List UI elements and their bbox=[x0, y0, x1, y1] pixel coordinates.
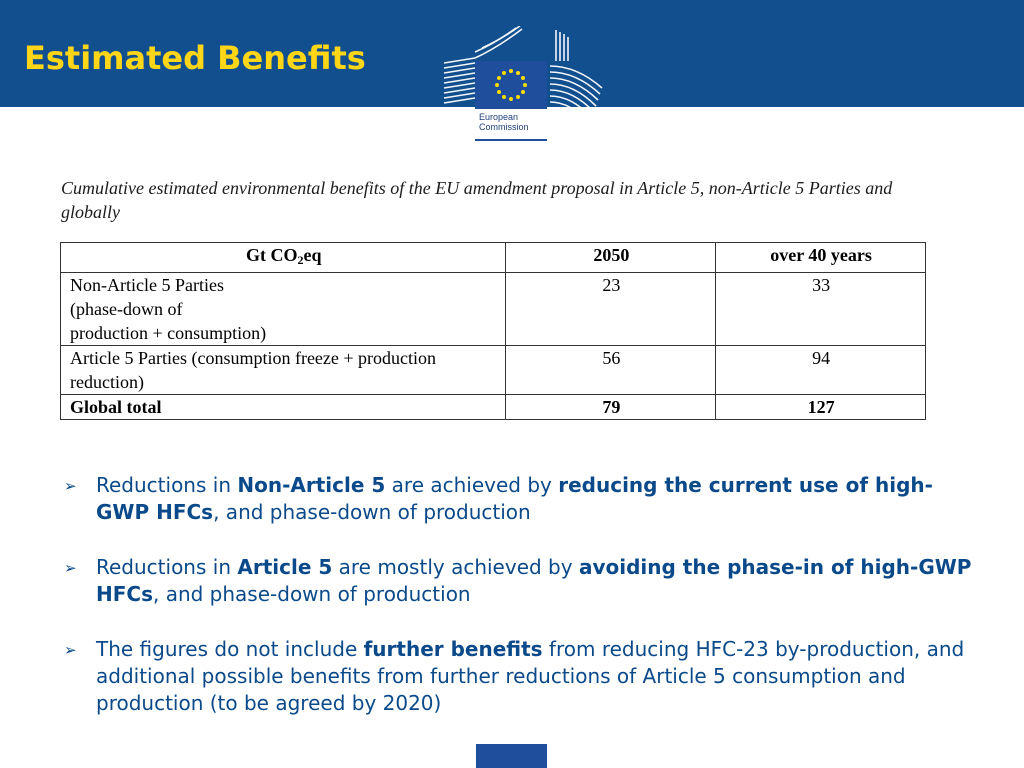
logo-label-line1: European bbox=[479, 112, 519, 122]
table-row-total bbox=[61, 395, 926, 420]
bullet-item: ➢ Reductions in Non-Article 5 are achieved by reducing the current use of high-GWP HFCs, and phase-down of production bbox=[64, 473, 933, 524]
header-2050: 2050 bbox=[506, 243, 716, 273]
eu-flag bbox=[475, 61, 547, 109]
header-unit: Gt $CO_2eq$ bbox=[61, 243, 506, 273]
value-40-years: 127 bbox=[716, 395, 926, 420]
arrow-bullet-icon: ➢ bbox=[64, 559, 77, 577]
header-40-years: over 40 years bbox=[716, 243, 926, 273]
logo-underline bbox=[475, 139, 547, 141]
row-label: Global total bbox=[61, 395, 506, 420]
bullet-item: ➢ The figures do not include further benefits from reducing HFC-23 by-production, and additional possible benefits from further reductions of Article 5 consumption and production (to be agreed by 2020) bbox=[64, 637, 965, 715]
arrow-bullet-icon: ➢ bbox=[64, 477, 77, 495]
logo-label-line2: Commission bbox=[479, 122, 529, 132]
bullet-list bbox=[62, 472, 972, 745]
row-label: Non-Article 5 Parties (phase-down of production + consumption) bbox=[61, 273, 506, 346]
eu-stars-icon bbox=[475, 61, 547, 109]
table-row bbox=[61, 273, 926, 346]
footer-eu-flag bbox=[476, 744, 547, 768]
benefits-table bbox=[60, 242, 926, 420]
table-header-row bbox=[61, 243, 926, 273]
table-row bbox=[61, 346, 926, 395]
value-40-years: 94 bbox=[716, 346, 926, 395]
arrow-bullet-icon: ➢ bbox=[64, 641, 77, 659]
page-title: Estimated Benefits bbox=[24, 39, 366, 77]
row-label: Article 5 Parties (consumption freeze + production reduction) bbox=[61, 346, 506, 395]
value-2050: 56 bbox=[506, 346, 716, 395]
table-caption: Cumulative estimated environmental benefits of the EU amendment proposal in Article 5, non-Article 5 Parties and globally bbox=[61, 178, 893, 222]
logo-label bbox=[479, 112, 529, 132]
bullet-item: ➢ Reductions in Article 5 are mostly achieved by avoiding the phase-in of high-GWP HFCs, and phase-down of production bbox=[64, 555, 972, 606]
value-2050: 23 bbox=[506, 273, 716, 346]
value-40-years: 33 bbox=[716, 273, 926, 346]
value-2050: 79 bbox=[506, 395, 716, 420]
